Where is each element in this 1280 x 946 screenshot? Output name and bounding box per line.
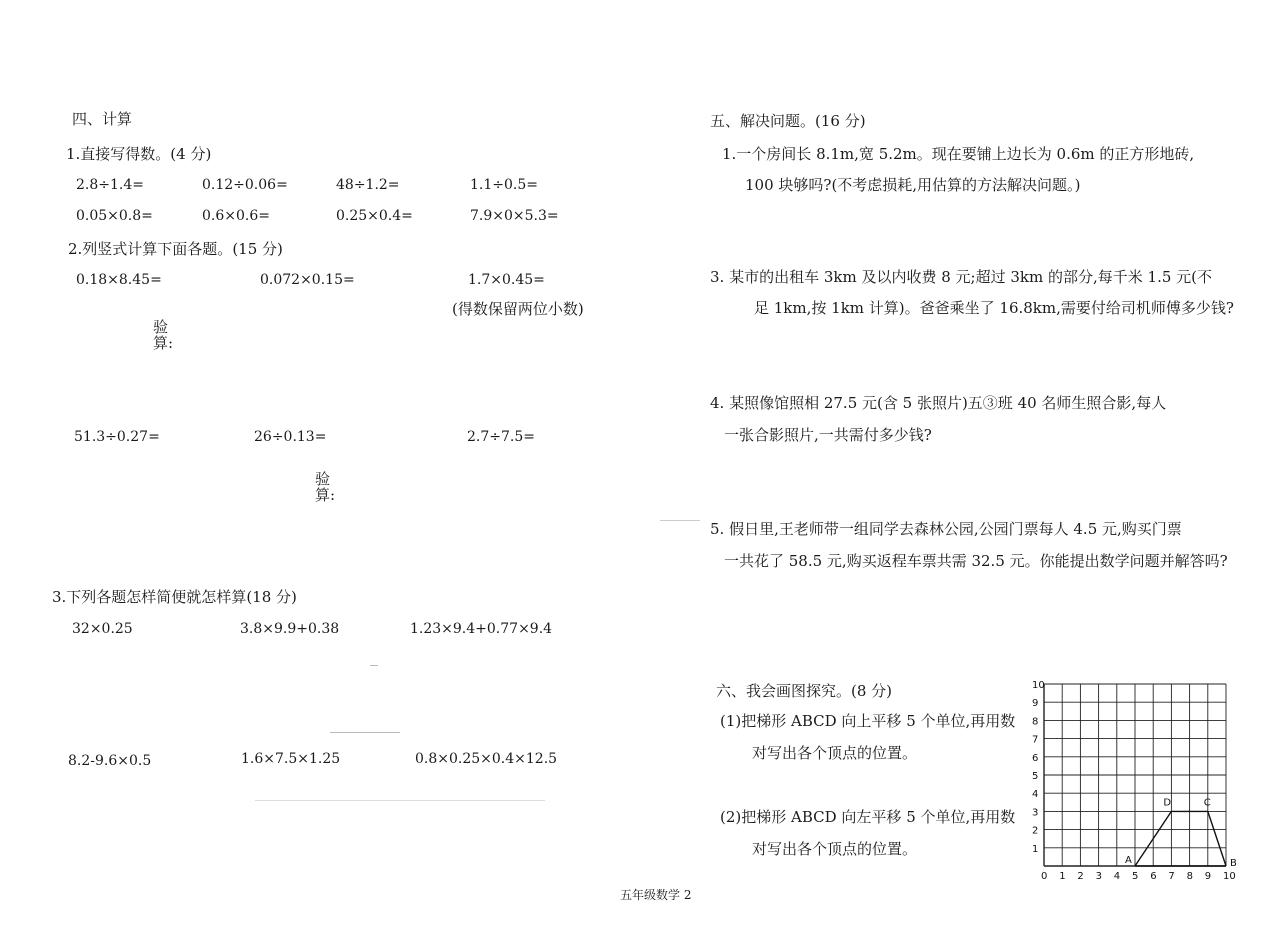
section-5-title: 五、解决问题。(16 分) xyxy=(710,112,866,130)
q2-check-label-1a: 验 xyxy=(153,318,169,336)
q2-r2-c3: 2.7÷7.5= xyxy=(467,429,535,445)
q1-r1-c2: 0.12÷0.06= xyxy=(202,177,288,193)
q1-r2-c1: 0.05×0.8= xyxy=(76,208,153,224)
p5-line1: 5. 假日里,王老师带一组同学去森林公园,公园门票每人 4.5 元,购买门票 xyxy=(710,520,1182,538)
vertex-label-a: A xyxy=(1125,855,1132,866)
vertex-label-d: D xyxy=(1163,797,1172,809)
grid-y-tick-label: 3 xyxy=(1032,807,1039,819)
q1-r1-c3: 48÷1.2= xyxy=(336,177,400,193)
grid-y-tick-label: 4 xyxy=(1032,789,1039,801)
q1-r2-c4: 7.9×0×5.3= xyxy=(470,208,559,224)
q3-r1-c1: 32×0.25 xyxy=(72,621,133,637)
scan-noise xyxy=(255,800,545,801)
grid-y-tick-label: 6 xyxy=(1032,752,1039,764)
grid-y-tick-label: 9 xyxy=(1032,698,1039,710)
p4-line2: 一张合影照片,一共需付多少钱? xyxy=(724,426,932,444)
q3-r1-c3: 1.23×9.4+0.77×9.4 xyxy=(410,621,553,637)
q2-r2-c2: 26÷0.13= xyxy=(254,429,327,445)
grid-x-tick-label: 4 xyxy=(1113,871,1121,882)
coordinate-grid xyxy=(1026,672,1237,892)
grid-x-tick-label: 10 xyxy=(1223,871,1236,882)
s6-q1-line2: 对写出各个顶点的位置。 xyxy=(752,744,918,762)
q3-r2-c1: 8.2-9.6×0.5 xyxy=(68,753,152,769)
grid-x-tick-label: 8 xyxy=(1186,871,1193,882)
scan-noise xyxy=(370,665,378,666)
p4-line1: 4. 某照像馆照相 27.5 元(含 5 张照片)五③班 40 名师生照合影,每人 xyxy=(710,394,1167,412)
q1-title: 1.直接写得数。(4 分) xyxy=(66,145,212,163)
grid-x-tick-label: 3 xyxy=(1095,871,1102,882)
grid-x-tick-label: 0 xyxy=(1041,871,1048,882)
q3-title: 3.下列各题怎样简便就怎样算(18 分) xyxy=(52,588,297,606)
vertex-label-c: C xyxy=(1203,797,1211,809)
q2-check-label-2a: 验 xyxy=(315,470,331,488)
vertex-label-b: B xyxy=(1230,858,1237,869)
grid-y-tick-label: 5 xyxy=(1032,771,1039,782)
q2-r1-c3: 1.7×0.45= xyxy=(468,272,545,288)
p1-line1: 1.一个房间长 8.1m,宽 5.2m。现在要铺上边长为 0.6m 的正方形地砖, xyxy=(722,145,1195,163)
trapezoid-edge xyxy=(1208,811,1226,866)
grid-x-tick-label: 1 xyxy=(1059,871,1066,882)
q1-r1-c1: 2.8÷1.4= xyxy=(76,177,144,193)
q3-r2-c3: 0.8×0.25×0.4×12.5 xyxy=(415,751,558,767)
page-footer: 五年级数学 2 xyxy=(620,888,692,902)
q2-title: 2.列竖式计算下面各题。(15 分) xyxy=(68,240,283,258)
grid-y-tick-label: 1 xyxy=(1032,843,1039,855)
section-6-title: 六、我会画图探究。(8 分) xyxy=(716,682,893,700)
s6-q1-line1: (1)把梯形 ABCD 向上平移 5 个单位,再用数 xyxy=(720,712,1016,730)
p5-line2: 一共花了 58.5 元,购买返程车票共需 32.5 元。你能提出数学问题并解答吗? xyxy=(724,552,1228,570)
q3-r2-c2: 1.6×7.5×1.25 xyxy=(241,751,341,767)
grid-x-tick-label: 5 xyxy=(1132,871,1139,882)
p1-line2: 100 块够吗?(不考虑损耗,用估算的方法解决问题。) xyxy=(745,176,1081,194)
grid-x-tick-label: 2 xyxy=(1077,871,1084,882)
p3-line1: 3. 某市的出租车 3km 及以内收费 8 元;超过 3km 的部分,每千米 1.5 元(不 xyxy=(710,268,1213,286)
q3-r1-c2: 3.8×9.9+0.38 xyxy=(240,621,340,637)
q1-r1-c4: 1.1÷0.5= xyxy=(470,177,538,193)
q1-r2-c3: 0.25×0.4= xyxy=(336,208,413,224)
grid-x-tick-label: 7 xyxy=(1168,871,1175,882)
q2-note: (得数保留两位小数) xyxy=(452,300,584,318)
grid-y-tick-label: 2 xyxy=(1032,825,1039,837)
grid-y-tick-label: 8 xyxy=(1032,716,1039,728)
grid-x-tick-label: 9 xyxy=(1204,871,1212,882)
grid-svg xyxy=(1026,672,1237,892)
grid-x-tick-label: 6 xyxy=(1150,871,1157,882)
q2-r2-c1: 51.3÷0.27= xyxy=(74,429,160,445)
scan-noise xyxy=(660,520,700,521)
q2-check-label-1b: 算: xyxy=(153,334,174,352)
section-4-title: 四、计算 xyxy=(72,110,133,128)
q2-check-label-2b: 算: xyxy=(315,486,336,504)
grid-y-tick-label: 7 xyxy=(1032,734,1039,746)
p3-line2: 足 1km,按 1km 计算)。爸爸乘坐了 16.8km,需要付给司机师傅多少钱? xyxy=(754,299,1234,317)
s6-q2-line1: (2)把梯形 ABCD 向左平移 5 个单位,再用数 xyxy=(720,808,1016,826)
grid-y-tick-label: 10 xyxy=(1032,680,1045,691)
s6-q2-line2: 对写出各个顶点的位置。 xyxy=(752,840,918,858)
q2-r1-c2: 0.072×0.15= xyxy=(260,272,355,288)
scan-noise xyxy=(330,732,400,733)
q1-r2-c2: 0.6×0.6= xyxy=(202,208,270,224)
q2-r1-c1: 0.18×8.45= xyxy=(76,272,162,288)
